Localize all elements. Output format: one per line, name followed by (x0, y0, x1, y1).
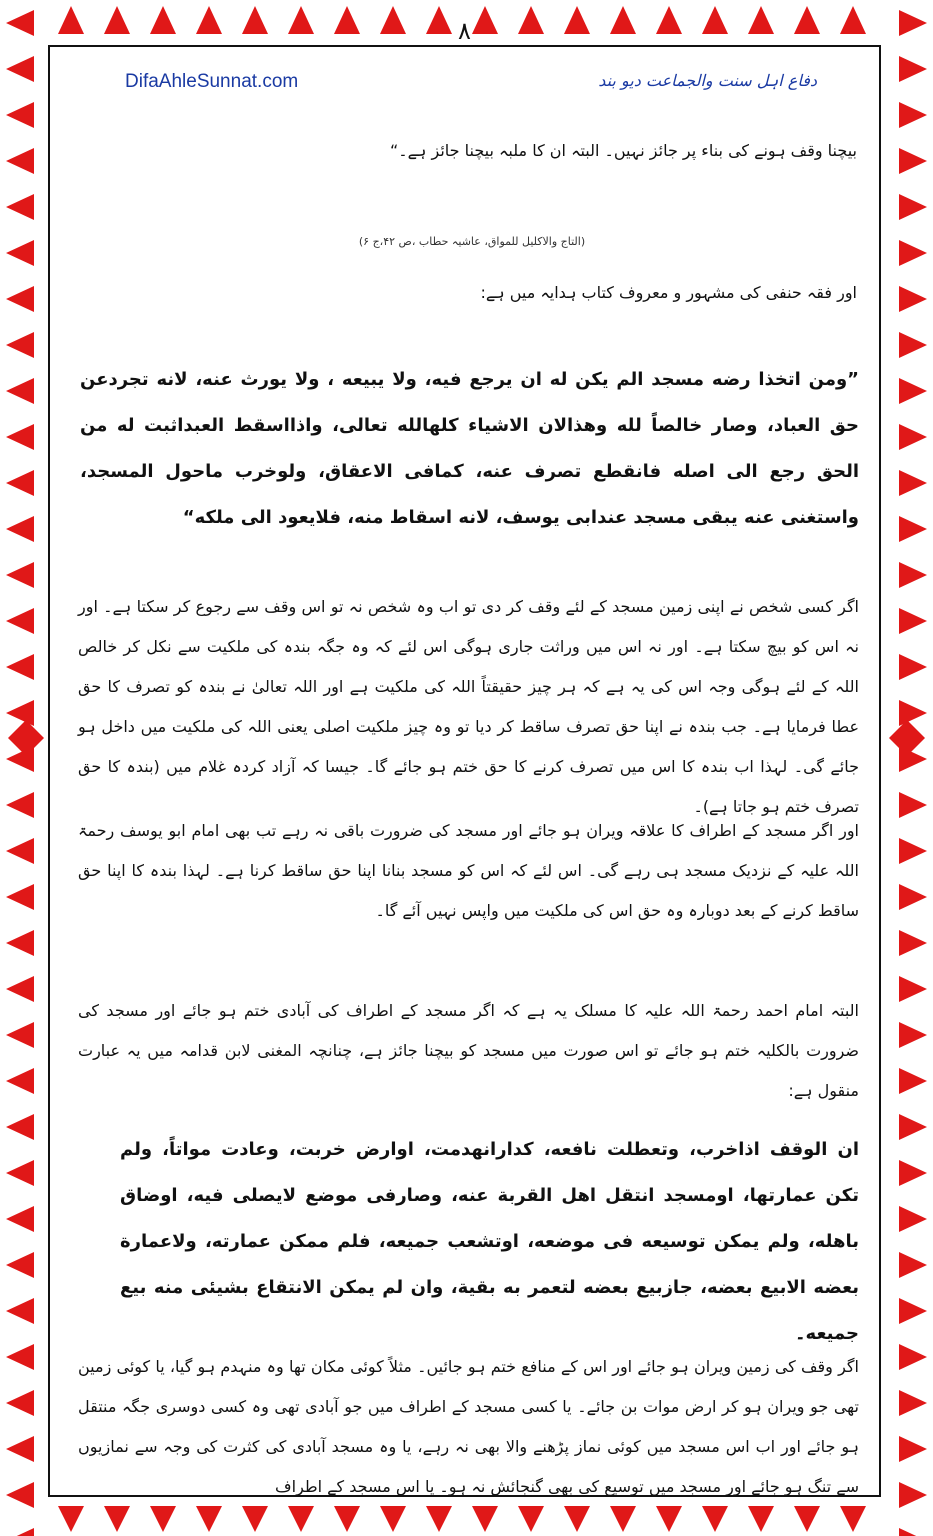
paragraph-hidaya-intro: اور فقہ حنفی کی مشہور و معروف کتاب ہدایہ میں ہے: (480, 283, 857, 302)
decorative-border-right (885, 0, 933, 1536)
page-frame (48, 17, 881, 1497)
arabic-quote-mughni: ان الوقف اذاخرب، وتعطلت نافعه، كدارانهدمت، اوارض خربت، وعادت مواتاً، ولم تكن عمارتها، اومسجد انتقل اهل القربة عنه، وصارفى موضع لايصلى فيه، اوضاق باهله، ولم يمكن توسيعه فى موضعه، اوتشعب جميعه، فلم ممكن عمارته، ولاعمارة بعضه الابيع بعضه، جازبيع بعضه لتعمر به بقية، وان لم يمكن الانتقاع بشيئى منه بيع جميعه۔ (120, 1139, 859, 1344)
page-header (50, 71, 879, 101)
decorative-border-left (0, 0, 48, 1536)
citation-reference: (التاج والاکلیل للمواق، عاشیہ حطاب ،ص ۴۲،ج ۶) (358, 235, 586, 248)
arabic-quote-hidaya: ”ومن اتخذا رضه مسجد الم يكن له ان يرجع فيه، ولا يبيعه ، ولا يورث عنه، لانه تجردعن حق العباد، وصار خالصاً لله وهذالان الاشياء كلهالله تعالى، واذااسقط العبداثبت له من الحق رجع الى اصله فانقطع تصرف عنه، كمافى الاعقاق، ولوخرب ماحول المسجد، واستغنى عنه يبقى مسجد عندابى يوسف، لانه اسقاط منه، فلايعود الى ملكه“ (80, 369, 859, 528)
site-url-link[interactable]: DifaAhleSunnat.com (125, 71, 299, 92)
paragraph-translation-hidaya: اگر کسی شخص نے اپنی زمین مسجد کے لئے وقف کر دی تو اب وہ شخص نہ تو اس وقف سے رجوع کر سکتا ہے۔ اور نہ اس کو بیچ سکتا ہے۔ اور نہ اس میں وراثت جاری ہوگی اس لئے کہ وہ جگہ بندہ کی ملکیت سے نکل کر خالص اللہ کے لئے ہوگی وجہ اس کی یہ ہے کہ ہر چیز حقیقتاً اللہ کی ملکیت ہے اور اللہ تعالیٰ نے بندہ کو تصرف کا حق عطا فرمایا ہے۔ جب بندہ نے اپنا حق تصرف ساقط کر دیا تو وہ چیز ملکیت اصلی یعنی اللہ کی ملکیت میں داخل ہو جائے گی۔ لہذا اب بندہ کا اس میں تصرف کرنے کا حق ختم ہو جائے گا۔ جیسا کہ آزاد کردہ غلام میں (بندہ کا حق تصرف ختم ہو جاتا ہے)۔ (78, 597, 859, 816)
paragraph-imam-ahmad-view: البتہ امام احمد رحمۃ اللہ علیہ کا مسلک یہ ہے کہ اگر مسجد کے اطراف کی آبادی ختم ہو جائے اور مسجد کی ضرورت بالکلیہ ختم ہو جائے تو اس صورت میں مسجد کو بیچنا جائز ہے، چنانچہ المغنی لابن قدامہ میں یہ عبارت منقول ہے: (78, 1001, 859, 1100)
paragraph-mughni-translation: اگر وقف کی زمین ویران ہو جائے اور اس کے منافع ختم ہو جائیں۔ مثلاً کوئی مکان تھا وہ منہدم ہو گیا، یا کوئی زمین تھی جو ویران ہو کر ارض موات بن جائے۔ یا کسی مسجد کے اطراف میں جو آبادی تھی وہ کسی دوسری جگہ منتقل ہو جائے اور اب اس مسجد میں کوئی نماز پڑھنے والا بھی نہ رہے، یا وہ مسجد آبادی کی کثرت کی وجہ سے نمازیوں سے تنگ ہو جائے اور مسجد میں توسیع کی بھی گنجائش نہ ہو۔ یا اس مسجد کے اطراف (78, 1357, 859, 1496)
paragraph-intro-ending: بیچنا وقف ہونے کی بناء پر جائز نہیں۔ البتہ ان کا ملبہ بیچنا جائز ہے۔“ (390, 141, 857, 160)
page-number: ۸ (458, 17, 471, 45)
triangle-pattern-left (0, 0, 48, 1536)
triangle-pattern-right (885, 0, 933, 1536)
paragraph-abu-yusuf-view: اور اگر مسجد کے اطراف کا علاقہ ویران ہو جائے اور مسجد کی ضرورت باقی نہ رہے تب بھی امام ابو یوسف رحمۃ اللہ علیہ کے نزدیک مسجد ہی رہے گی۔ اس لئے کہ اس کو مسجد بنانا اپنا حق ساقط کرنا ہے۔ لہذا بندہ کا اپنا حق ساقط کرنے کے بعد دوبارہ وہ حق اس کی ملکیت میں واپس نہیں آئے گا۔ (78, 821, 859, 920)
header-title: دفاع اہل سنت والجماعت دیو بند (598, 71, 817, 90)
